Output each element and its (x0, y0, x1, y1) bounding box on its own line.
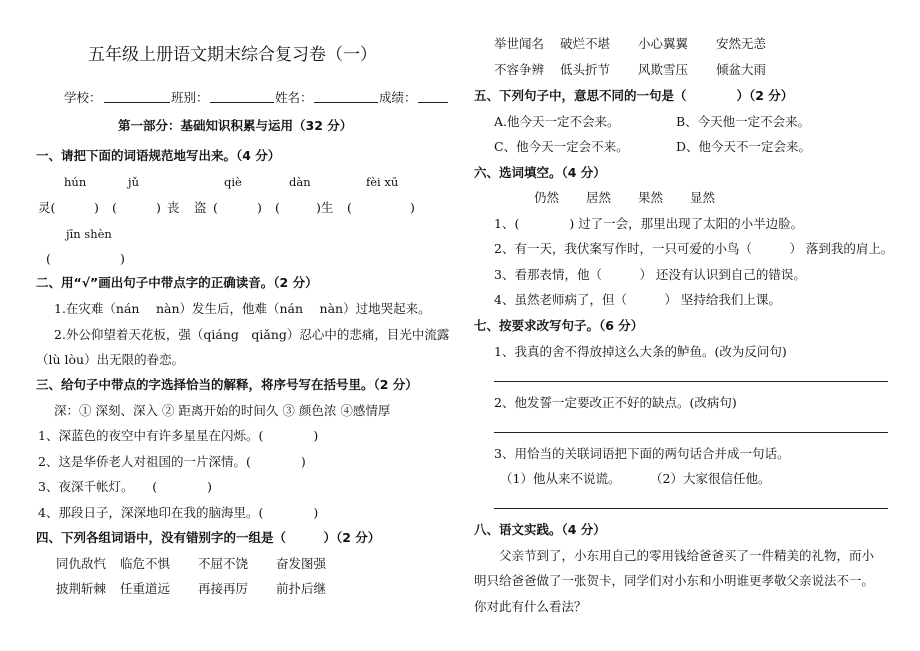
q3-item: 4、那段日子，深深地印在我的脑海里。( ) (38, 505, 319, 520)
word-part: ) (156, 200, 161, 215)
pinyin: fèi xū (366, 175, 399, 189)
q6-word: 居然 (586, 190, 612, 205)
word-part: ) (410, 200, 415, 215)
q6-word: 显然 (690, 190, 716, 205)
q3-item: 2、这是华侨老人对祖国的一片深情。( ) (38, 454, 306, 469)
word-part: ( (213, 200, 218, 215)
q7-title: 七、按要求改写句子。（6 分） (474, 318, 644, 333)
q6-item: 2、有一天，我伏案写作时，一只可爱的小鸟（ ） 落到我的肩上。 (494, 241, 894, 256)
word-part: ( (112, 200, 117, 215)
name-label: 姓名： (275, 90, 313, 105)
pinyin: dàn (289, 175, 311, 189)
q3-definitions: 深：① 深刻、深入 ② 距离开始的时间久 ③ 颜色浓 ④感情厚 (54, 403, 391, 418)
class-blank[interactable] (210, 102, 274, 103)
word-part: )生 (316, 200, 334, 215)
q8-paragraph: 父亲节到了，小东用自己的零用钱给爸爸买了一件精美的礼物，而小 (474, 548, 875, 563)
q7-item: 3、用恰当的关联词语把下面的两句话合并成一句话。 (494, 446, 790, 461)
q4-word: 不屈不饶 (198, 556, 249, 571)
q4-word: 破烂不堪 (560, 36, 611, 51)
q4-title: 四、下列各组词语中，没有错别字的一组是（ ）（2 分） (36, 530, 381, 545)
q6-title: 六、选词填空。（4 分） (474, 165, 606, 180)
q1-title: 一、请把下面的词语规范地写出来。（4 分） (36, 148, 281, 163)
q2-title: 二、用“√”画出句子中带点字的正确读音。（2 分） (36, 275, 318, 290)
q7-item: 2、他发誓一定要改正不好的缺点。(改病句) (494, 395, 737, 410)
page-title: 五年级上册语文期末综合复习卷（一） (88, 45, 377, 65)
q2-sentence: （lù lòu）出无限的眷恋。 (36, 352, 185, 367)
word-part: ( (275, 200, 280, 215)
pinyin: qiè (224, 175, 242, 189)
q7-sub-item: （2）大家很信任他。 (650, 471, 771, 486)
score-blank[interactable] (418, 102, 448, 103)
part-one-heading: 第一部分：基础知识积累与运用（32 分） (118, 118, 353, 133)
q6-item: 4、虽然老师病了，但（ ） 坚持给我们上课。 (494, 292, 781, 307)
q5-option: A.他今天一定不会来。 (494, 114, 620, 129)
q4-word: 前扑后继 (276, 581, 327, 596)
pinyin: jǔ (128, 175, 139, 189)
q5-option: C、他今天一定会不来。 (494, 139, 629, 154)
q4-word: 举世闻名 (494, 36, 545, 51)
name-blank[interactable] (314, 102, 378, 103)
word-part: ( (347, 200, 352, 215)
q4-word: 任重道远 (120, 581, 171, 596)
pinyin: jīn shèn (66, 227, 112, 241)
q3-title: 三、给句子中带点的字选择恰当的解释，将序号写在括号里。（2 分） (36, 377, 418, 392)
pinyin: hún (64, 175, 87, 189)
word-part: ) (257, 200, 262, 215)
answer-line[interactable] (494, 432, 888, 433)
q4-word: 不容争辨 (494, 62, 545, 77)
word-part: 盗 (194, 200, 207, 215)
q4-word: 奋发图强 (276, 556, 327, 571)
q4-word: 倾盆大雨 (716, 62, 767, 77)
q6-item: 1、( ) 过了一会，那里出现了太阳的小半边脸。 (494, 216, 804, 231)
school-blank[interactable] (104, 102, 170, 103)
q8-paragraph: 明只给爸爸做了一张贺卡，同学们对小东和小明谁更孝敬父亲说法不一。 (474, 573, 875, 588)
word-part: ) (120, 251, 125, 266)
school-label: 学校： (64, 90, 102, 105)
answer-line[interactable] (494, 381, 888, 382)
q4-word: 临危不惧 (120, 556, 171, 571)
word-part: ( (46, 251, 51, 266)
q3-item: 3、夜深千帐灯。 ( ) (38, 479, 212, 494)
q8-title: 八、语文实践。（4 分） (474, 522, 606, 537)
q2-sentence: 2.外公仰望着天花板，强（qiáng qiǎng）忍心中的悲痛，目光中流露 (54, 327, 450, 342)
q8-paragraph: 你对此有什么看法？ (474, 599, 587, 614)
q4-word: 风欺雪压 (638, 62, 689, 77)
q4-word: 低头折节 (560, 62, 611, 77)
q2-sentence: 1.在灾难（nán nàn）发生后，他难（nán nàn）过地哭起来。 (54, 301, 431, 316)
class-label: 班别： (171, 90, 209, 105)
word-part: ) (94, 200, 99, 215)
q6-item: 3、看那表情，他（ ） 还没有认识到自己的错误。 (494, 267, 806, 282)
q3-item: 1、深蓝色的夜空中有许多星星在闪烁。( ) (38, 428, 319, 443)
answer-line[interactable] (494, 508, 888, 509)
q5-option: D、他今天不一定会来。 (676, 139, 812, 154)
score-label: 成绩： (379, 90, 417, 105)
q4-word: 小心翼翼 (638, 36, 689, 51)
q4-word: 安然无恙 (716, 36, 767, 51)
q4-word: 同仇敌忾 (56, 556, 107, 571)
q5-option: B、今天他一定不会来。 (676, 114, 811, 129)
word-part: 灵( (38, 200, 56, 215)
q6-word: 果然 (638, 190, 664, 205)
q4-word: 披荆斩棘 (56, 581, 107, 596)
q6-word: 仍然 (534, 190, 560, 205)
q7-item: 1、我真的舍不得放掉这么大条的鲈鱼。(改为反问句) (494, 344, 787, 359)
q5-title: 五、下列句子中，意思不同的一句是（ ）（2 分） (474, 88, 794, 103)
q7-sub-item: （1）他从来不说谎。 (500, 471, 621, 486)
word-part: 丧 (167, 200, 180, 215)
q4-word: 再接再厉 (198, 581, 249, 596)
